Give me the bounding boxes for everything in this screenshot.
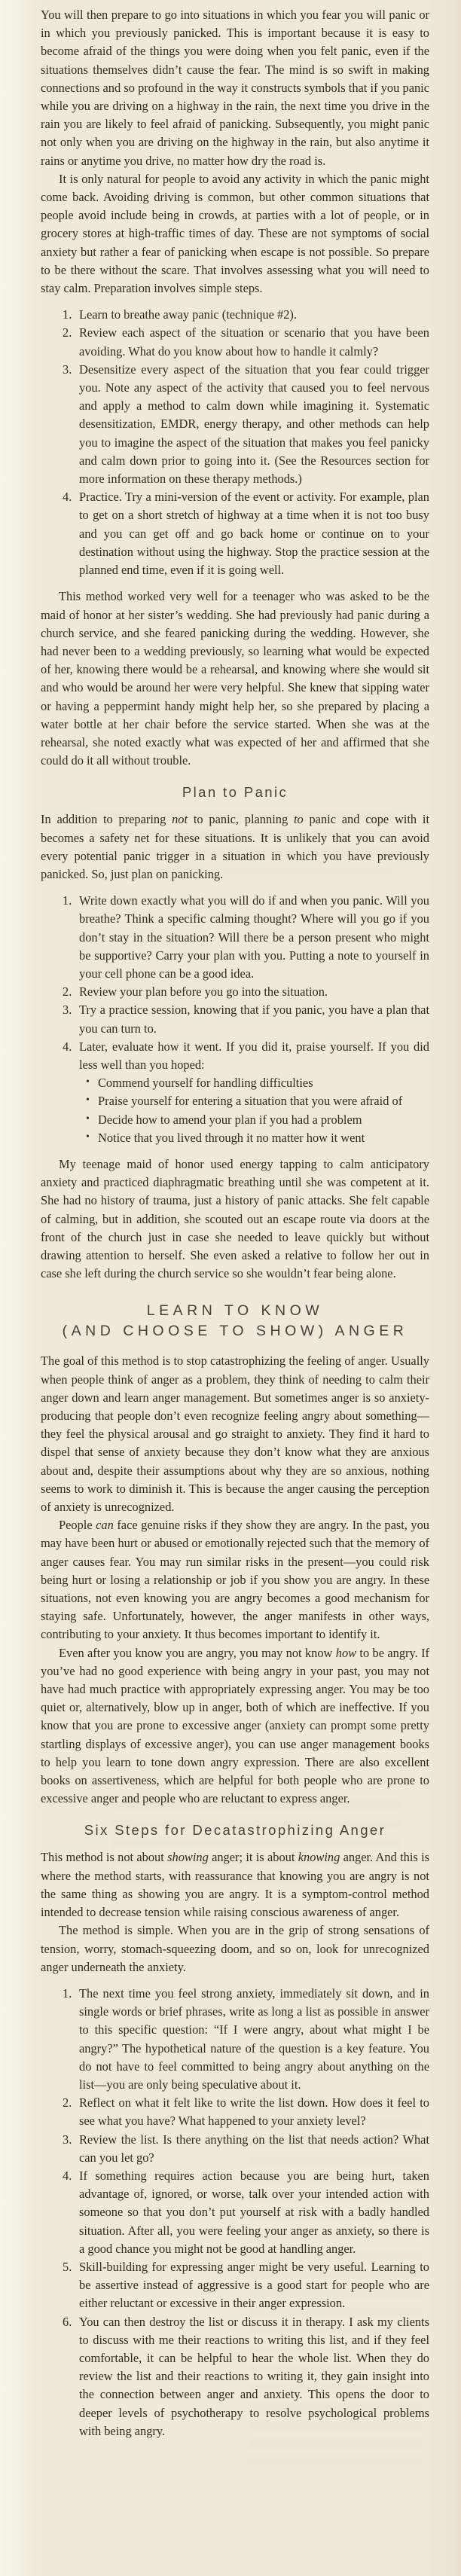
list-item-text: The next time you feel strong anxiety, immediately sit down, and in single words or brief phrases, write as long a list as possible in answer to this specific question: “If I were angry, about what might I be angry?” The hypothetical nature of the question is a key feature. You do not have to feel committed to being angry about anything on the list—you are only being speculative about it. xyxy=(79,1985,429,2092)
list-item-text: You can then destroy the list or discuss it in therapy. I ask my clients to discuss with me their reactions to writing this list, and if they feel comfortable, it can be helpful to hear the whole list. When they do review the list and their reactions to writing it, they gain insight into the connection between anger and anxiety. This opens the door to deeper levels of psychotherapy to resolve psychological problems with being angry. xyxy=(79,2314,429,2438)
list-item-text: Review each aspect of the situation or scenario that you have been avoiding. What do you know about how to handle it calmly? xyxy=(79,325,429,359)
heading-line: LEARN TO KNOW xyxy=(146,1302,324,1320)
list-item-text: Practice. Try a mini-version of the event or activity. For example, plan to get on a short stretch of highway at a time when it is not too busy and you can get off and go back home or continue on to your destination without using the highway. Stop the practice session at the planned end time, even if it is going well. xyxy=(79,490,429,578)
list-number: 6. xyxy=(63,2314,72,2329)
body-paragraph: This method worked very well for a teenager who was asked to be the maid of honor at her sister’s wedding. She had previously had panic during a church service, and she feared panicking during the wedding. However, she had never been to a wedding previously, so learning what would be expected of her, knowing there would be a rehearsal, and knowing where she would sit and who would be around her were very helpful. She knew that sipping water or having a peppermint handy might help her, so she prepared by placing a water bottle at her chair before the service started. When she was at the rehearsal, she noted exactly what was expected of her and affirmed that she could do it all without trouble. xyxy=(41,589,429,768)
list-number: 3. xyxy=(63,1003,72,1018)
bullet-item-text: Commend yourself for handling difficulties xyxy=(98,1076,313,1091)
body-paragraph: In addition to preparing not to panic, planning to panic and cope with it becomes a safety net for these situations. It is unlikely that you can avoid every potential panic trigger in a situation in which you have previously panicked. So, just plan on panicking. xyxy=(41,812,430,881)
bullet-item-text: Decide how to amend your plan if you had a problem xyxy=(98,1112,362,1127)
list-item-text: Later, evaluate how it went. If you did it, praise yourself. If you did less well than you hoped: xyxy=(79,1039,429,1072)
list-number: 3. xyxy=(63,2132,72,2147)
list-item-text: Review the list. Is there anything on the list that needs action? What can you let go? xyxy=(79,2132,429,2165)
numbered-list-item xyxy=(41,1038,429,1147)
list-number: 3. xyxy=(63,362,72,377)
numbered-list-item xyxy=(41,361,429,488)
list-item-text: Try a practice session, knowing that if you panic, you have a plan that you can turn to. xyxy=(79,1003,429,1036)
list-item-text: If something requires action because you are being hurt, taken advantage of, ignored, or worse, talk over your intended action with someone so that you don’t put yourself at risk with a badly handled situation. After all, you were feeling your anger as anxiety, so there is a good chance you might not be good at handling anger. xyxy=(79,2168,429,2256)
list-item-text: Review your plan before you go into the situation. xyxy=(79,984,328,1000)
numbered-list xyxy=(41,1985,429,2440)
body-paragraph: You will then prepare to go into situations in which you fear you will panic or in which you previously panicked. This is important because it is easy to become afraid of the things you were doing when you felt panic, even if the situations themselves didn’t cause the fear. The mind is so swift in making connections and so profound in the way it constructs symbols that if you panic while you are driving on a highway in the rain, the next time you drive in the rain you are likely to feel afraid of panicking. Subsequently, you might panic not only when you are driving on the highway in the rain, but also anytime it rains or anytime you drive, no matter how dry the road is. xyxy=(41,8,429,168)
bullet-icon: • xyxy=(86,1076,90,1088)
bullet-item-text: Notice that you lived through it no matter how it went xyxy=(98,1130,365,1145)
numbered-list-item xyxy=(41,1001,429,1037)
body-paragraph: People can face genuine risks if they show they are angry. In the past, you may have been hurt or abused or emotionally rejected such that the memory of anger causes fear. You may run similar risks in the present—you could risk being hurt or losing a relationship or job if you show you are angry. In these situations, not even knowing you are angry becomes a good mechanism for staying safe. Unfortunately, however, the anger manifests in other ways, contributing to your anxiety. It thus becomes important to identify it. xyxy=(41,1518,429,1642)
bullet-item-text: Praise yourself for entering a situation that you were afraid of xyxy=(98,1094,403,1109)
bullet-icon: • xyxy=(86,1094,90,1106)
body-paragraph: Even after you know you are angry, you may not know how to be angry. If you’ve had no good experience with being angry in your past, you may not have had much practice with appropriately expressing anger. You may be too quiet or, alternatively, blow up in anger, both of which are ineffective. If you know that you are prone to excessive anger (anxiety can prompt some pretty startling displays of excessive anger), you can use anger management books to help you learn to tone down angry expression. There are also excellent books on assertiveness, which are helpful for both people who are prone to excessive anger and people who are reluctant to express anger. xyxy=(41,1645,429,1806)
numbered-list xyxy=(41,306,429,579)
numbered-list-item xyxy=(41,2094,429,2130)
list-item-text: Write down exactly what you will do if and when you panic. Will you breathe? Think a specific calming thought? Where will you go if you don’t stay in the situation? Will there be a person present who might be supportive? Carry your plan with you. Putting a note to yourself in your cell phone can be a good idea. xyxy=(79,893,429,981)
section-heading-major xyxy=(41,1301,429,1341)
list-number: 4. xyxy=(63,2168,72,2183)
bullet-list-item xyxy=(79,1129,429,1147)
bullet-icon: • xyxy=(86,1131,90,1143)
section-heading-minor: Plan to Panic xyxy=(182,784,289,801)
numbered-list-item xyxy=(41,2258,429,2313)
list-number: 5. xyxy=(63,2259,72,2274)
list-number: 2. xyxy=(63,2095,72,2111)
bullet-list xyxy=(79,1074,429,1147)
body-paragraph: It is only natural for people to avoid any activity in which the panic might come back. Avoiding driving is common, but other common situations that people avoid include being in crowds, at parties with a lot of people, or in grocery stores at high-traffic times of day. These are not symptoms of social anxiety but rather a fear of panicking when escape is not possible. So prepare to be there without the scare. That involves assessing what you will need to stay calm. Preparation involves simple steps. xyxy=(41,171,429,296)
body-paragraph: The goal of this method is to stop catastrophizing the feeling of anger. Usually when people think of anger as a problem, they think of needing to calm their anger down and learn anger management. But sometimes anger is so anxiety-producing that people don’t even recognize feeling angry about something—they feel the physical arousal and go straight to anxiety. They find it hard to dispel that sense of anxiety because they don’t know what they are anxious about and, despite their assumptions about why they are so anxious, nothing seems to work to diminish it. This is because the anger causing the perception of anxiety is unrecognized. xyxy=(41,1354,429,1515)
list-number: 2. xyxy=(63,325,72,340)
numbered-list-item xyxy=(41,892,429,983)
numbered-list xyxy=(41,892,429,1147)
numbered-list-item xyxy=(41,1985,429,2094)
list-number: 1. xyxy=(63,893,72,908)
list-number: 4. xyxy=(63,1039,72,1054)
list-item-text: Skill-building for expressing anger might be very useful. Learning to be assertive instead of aggressive is a good start for people who are either reluctant or excessive in their anger expression. xyxy=(79,2259,429,2311)
list-item-text: Reflect on what it felt like to write the list down. How does it feel to see what you have? What happened to your anxiety level? xyxy=(79,2095,429,2129)
list-number: 2. xyxy=(63,984,72,1000)
bullet-list-item xyxy=(79,1092,429,1110)
list-number: 1. xyxy=(63,307,72,322)
numbered-list-item xyxy=(41,306,429,324)
numbered-list-item xyxy=(41,2131,429,2167)
numbered-list-item xyxy=(41,983,429,1001)
bullet-icon: • xyxy=(86,1113,90,1125)
section-heading-minor: Six Steps for Decatastrophizing Anger xyxy=(84,1822,386,1839)
body-paragraph: The method is simple. When you are in the grip of strong sensations of tension, worry, stomach-squeezing doom, and so on, look for unrecognized anger underneath the anxiety. xyxy=(41,1923,429,1974)
body-paragraph: My teenage maid of honor used energy tapping to calm anticipatory anxiety and practiced diaphragmatic breathing until she was competent at it. She had no history of trauma, just a history of panic attacks. She felt capable of calming, but in addition, she scouted out an escape route via doors at the front of the church just in case she needed to leave quickly but without drawing attention to herself. She even asked a relative to follow her out in case she left during the church service so she wouldn’t fear being alone. xyxy=(41,1156,429,1281)
list-number: 4. xyxy=(63,490,72,505)
numbered-list-item xyxy=(41,488,429,579)
list-number: 1. xyxy=(63,1985,72,2001)
body-paragraph: This method is not about showing anger; it is about knowing anger. And this is where the method starts, with reassurance that knowing you are angry is not the same thing as showing you are angry. It is a symptom-control method intended to decrease tension while raising conscious awareness of anger. xyxy=(41,1850,430,1920)
bullet-list-item xyxy=(79,1111,429,1129)
numbered-list-item xyxy=(41,2167,429,2258)
list-item-text: Learn to breathe away panic (technique #2). xyxy=(79,307,297,322)
heading-line: (AND CHOOSE TO SHOW) ANGER xyxy=(62,1323,408,1340)
bullet-list-item xyxy=(79,1074,429,1092)
numbered-list-item xyxy=(41,2313,429,2440)
numbered-list-item xyxy=(41,324,429,360)
list-item-text: Desensitize every aspect of the situation that you fear could trigger you. Note any aspect of the activity that caused you to feel nervous and apply a method to calm down while imagining it. Systematic desensitization, EMDR, energy therapy, and other methods can help you to imagine the aspect of the situation that makes you feel panicky and calm down prior to going into it. (See the Resources section for more information on these therapy methods.) xyxy=(79,362,429,487)
